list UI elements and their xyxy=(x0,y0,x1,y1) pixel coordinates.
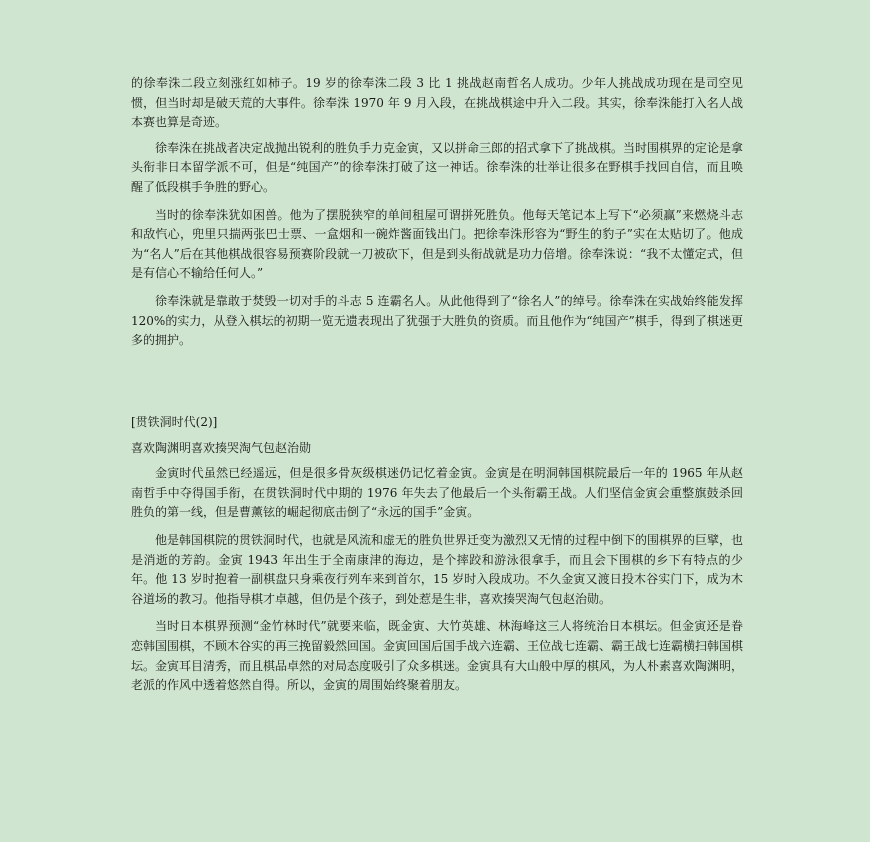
paragraph-5: 金寅时代虽然已经遥远，但是很多骨灰级棋迷仍记忆着金寅。金寅是在明洞韩国棋院最后一年的 1965 年从赵南哲手中夺得国手衔，在贯铁洞时代中期的 1976 年失去了他最后一个头衔霸王战。人们坚信金寅会重整旗鼓杀回胜负的第一线，但是曹薰铉的崛起彻底击倒了“永远的国手”金寅。 xyxy=(131,466,743,520)
paragraph-4: 徐奉洙就是靠敢于焚毁一切对手的斗志 5 连霸名人。从此他得到了“徐名人”的绰号。徐奉洙在实战始终能发挥 120%的实力，从登入棋坛的初期一览无遗表现出了犹强于大胜负的资质。而且他作为“纯国产”棋手，得到了棋迷更多的拥护。 xyxy=(131,293,743,348)
paragraph-1: 的徐奉洙二段立刻涨红如柿子。19 岁的徐奉洙二段 3 比 1 挑战赵南哲名人成功。少年人挑战成功现在是司空见惯，但当时却是破天荒的大事件。徐奉洙 1970 年 9 月入段，在挑战棋途中升入二段。其实，徐奉洙能打入名人战本赛也算是奇迹。 xyxy=(131,76,743,130)
paragraph-3: 当时的徐奉洙犹如困兽。他为了摆脱狭窄的单间租屋可谓拼死胜负。他每天笔记本上写下“必须赢”来燃烧斗志和敌忾心，兜里只揣两张巴士票、一盒烟和一碗炸酱面钱出门。把徐奉洙形容为“野生的豹子”实在太贴切了。他成为“名人”后在其他棋战很容易预赛阶段就一刀被砍下，但是到头衔战就是功力倍增。徐奉洙说：“我不太懂定式，但是有信心不输给任何人。” xyxy=(131,207,743,281)
paragraph-2: 徐奉洙在挑战者决定战抛出锐利的胜负手力克金寅，又以拼命三郎的招式拿下了挑战棋。当时围棋界的定论是拿头衔非日本留学派不可，但是“纯国产”的徐奉洙打破了这一神话。徐奉洙的壮举让很多在野棋手找回自信，而且唤醒了低段棋手争胜的野心。 xyxy=(131,140,744,194)
section-guantiedong xyxy=(131,413,743,696)
section-xu-fengzhu xyxy=(131,74,743,351)
section-title: [贯铁洞时代(2)] xyxy=(131,415,218,429)
paragraph-6: 他是韩国棋院的贯铁洞时代，也就是风流和虚无的胜负世界迁变为激烈又无情的过程中倒下的围棋界的巨擘，也是消逝的芳韵。金寅 1943 年出生于全南康津的海边，是个摔跤和游泳很拿手，而且会下围棋的乡下有特点的少年。他 13 岁时抱着一副棋盘只身乘夜行列车来到首尔，15 岁时入段成功。不久金寅又渡日投木谷实门下，成为木谷道场的教习。他指导棋才卓越，但仍是个孩子，到处惹是生非，喜欢揍哭淘气包赵治勋。 xyxy=(131,532,744,606)
paragraph-7: 当时日本棋界预测“金竹林时代”就要来临，既金寅、大竹英雄、林海峰这三人将统治日本棋坛。但金寅还是眷恋韩国围棋，不顾木谷实的再三挽留毅然回国。金寅回国后国手战六连霸、王位战七连霸、霸王战七连霸横扫韩国棋坛。金寅耳目清秀，而且棋品卓然的对局态度吸引了众多棋迷。金寅具有大山般中厚的棋风，为人朴素喜欢陶渊明，老派的作风中透着悠然自得。所以，金寅的周围始终聚着朋友。 xyxy=(131,619,744,693)
section-subtitle: 喜欢陶渊明喜欢揍哭淘气包赵治勋 xyxy=(131,440,312,455)
